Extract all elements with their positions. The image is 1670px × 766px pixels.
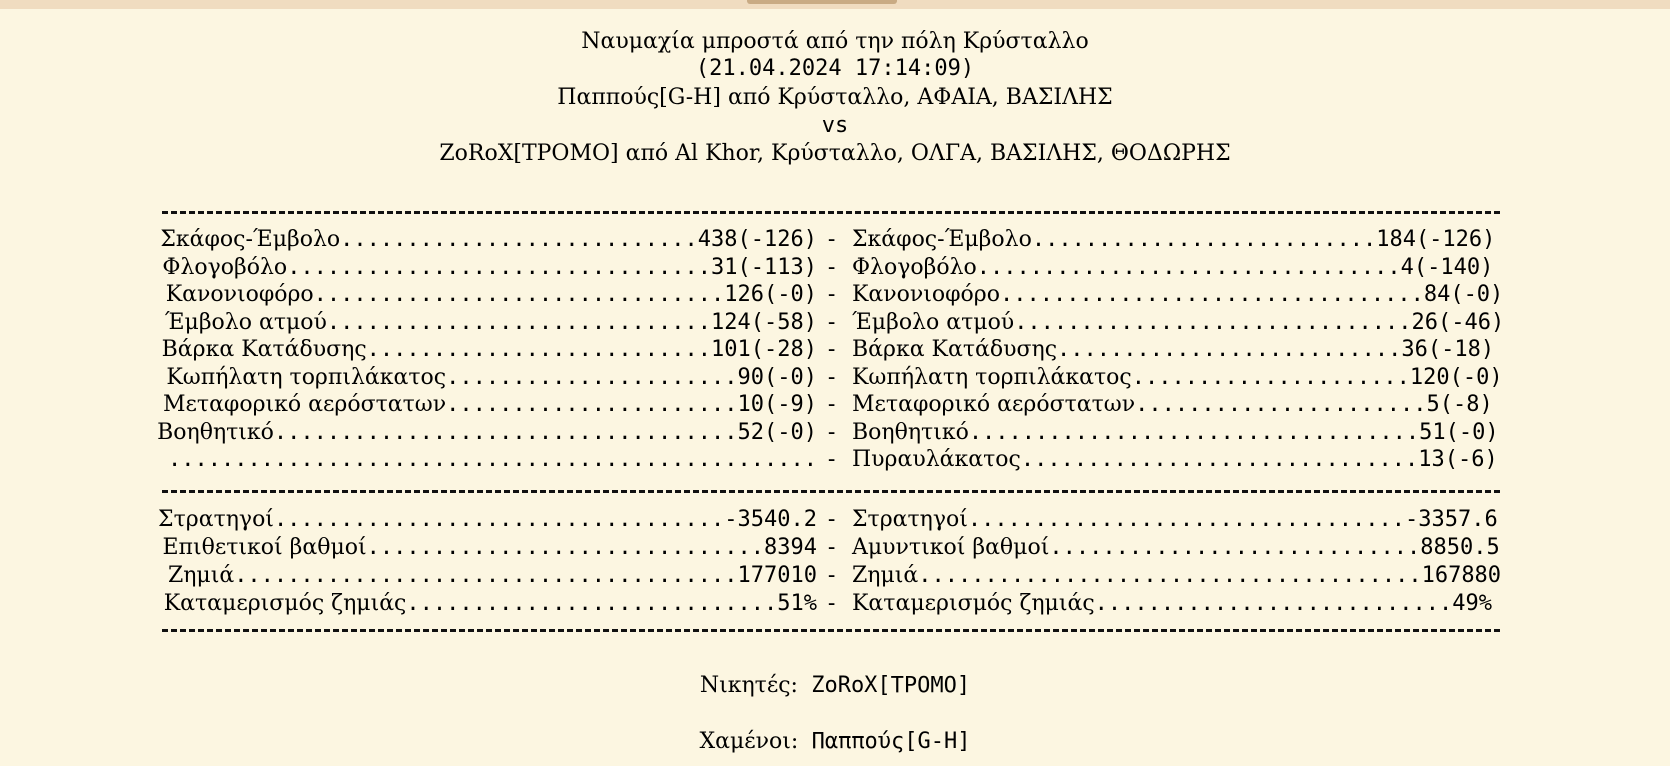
dot-leader: ..........................: [1031, 227, 1377, 252]
right-cell: [852, 446, 1498, 474]
left-cell: [162, 336, 817, 364]
left-unit-value: 177010: [737, 563, 817, 588]
table-row: [0, 590, 1670, 618]
right-unit-value: 184(-126): [1376, 227, 1496, 252]
dot-leader: ..................................: [273, 507, 725, 532]
table-row: [0, 562, 1670, 590]
table-row: [0, 336, 1670, 364]
left-cell: [157, 419, 817, 447]
left-unit-name: Σκάφος-Έμβολο: [160, 227, 341, 252]
right-cell: [852, 506, 1498, 534]
left-unit-value: 90(-0): [737, 364, 817, 390]
loser-line: [0, 728, 1670, 756]
dot-leader: ......................: [446, 364, 738, 390]
dot-leader: ...........................: [1094, 591, 1453, 616]
right-cell: [852, 562, 1501, 590]
right-unit-value: 167880: [1421, 563, 1502, 588]
left-unit-name: Βάρκα Κατάδυσης: [161, 337, 367, 362]
left-cell: [168, 446, 817, 474]
left-unit-name: Έμβολο ατμού: [164, 309, 327, 335]
dot-leader: ..........................: [366, 337, 712, 362]
winner-name: ZoRoX[ΤΡΟΜΟ]: [811, 673, 971, 698]
left-cell: [163, 391, 817, 419]
right-unit-name: Σκάφος-Έμβολο: [852, 227, 1032, 252]
table-row: [0, 534, 1670, 562]
column-separator: -: [825, 447, 839, 472]
column-separator: -: [825, 282, 839, 307]
left-unit-value: 31(-113): [711, 254, 817, 280]
column-separator: -: [825, 392, 839, 417]
left-unit-name: Φλογοβόλο: [162, 254, 288, 280]
right-cell: [852, 590, 1492, 618]
right-unit-name: Βάρκα Κατάδυσης: [852, 337, 1058, 362]
column-separator: -: [825, 507, 839, 532]
report-title: Ναυμαχία μπροστά από την πόλη Κρύσταλλο: [581, 29, 1089, 54]
right-unit-value: 120(-0): [1409, 364, 1503, 390]
dot-leader: ................................: [287, 254, 712, 280]
loser-name: Παππούς[G-H]: [811, 729, 971, 754]
right-unit-value: 36(-18): [1401, 337, 1495, 362]
attacker-line: Παππούς[G-H] από Κρύσταλλο, ΑΦΑΙΑ, ΒΑΣΙΛΗΣ: [557, 85, 1113, 110]
left-cell: [166, 364, 817, 392]
table-row: [0, 254, 1670, 282]
left-cell: [162, 254, 817, 282]
left-unit-name: Επιθετικοί βαθμοί: [162, 535, 367, 560]
left-unit-value: 10(-9): [737, 392, 817, 417]
right-unit-value: 8850.5: [1420, 535, 1500, 560]
right-unit-name: Στρατηγοί: [852, 507, 968, 532]
dot-leader: ..............................: [1020, 447, 1419, 472]
dot-leader: ............................: [406, 591, 778, 616]
dot-leader: ...................................: [273, 419, 738, 445]
left-unit-name: Στρατηγοί: [158, 507, 274, 532]
column-separator: -: [825, 591, 839, 616]
right-unit-name: Μεταφορικό αερόστατων: [852, 392, 1136, 417]
left-unit-name: Μεταφορικό αερόστατων: [162, 392, 447, 417]
left-unit-value: 51%: [777, 591, 817, 616]
right-unit-name: Έμβολο ατμού: [852, 309, 1015, 335]
right-cell: [852, 534, 1500, 562]
right-cell: [852, 419, 1499, 447]
loser-label: Χαμένοι:: [699, 729, 799, 754]
left-unit-value: 126(-0): [724, 282, 817, 307]
dot-leader: ..............................: [1014, 309, 1412, 335]
column-separator: -: [825, 563, 839, 588]
left-unit-name: Κανονιοφόρο: [165, 282, 314, 307]
dot-leader: ............................: [1049, 535, 1421, 560]
dot-leader: .................................: [967, 507, 1405, 532]
column-separator: -: [825, 419, 839, 445]
right-unit-value: 13(-6): [1418, 447, 1498, 472]
right-cell: [852, 364, 1503, 392]
winner-label: Νικητές:: [699, 673, 798, 698]
right-cell: [852, 309, 1504, 337]
left-cell: [165, 309, 817, 337]
right-unit-value: 51(-0): [1419, 419, 1499, 445]
left-unit-value: 52(-0): [737, 419, 817, 445]
middle-divider: [162, 490, 1500, 493]
right-unit-value: 5(-8): [1426, 392, 1493, 417]
dot-leader: ......................: [1135, 392, 1427, 417]
left-unit-value: 124(-58): [711, 309, 817, 335]
right-unit-value: -3357.6: [1404, 507, 1498, 532]
dot-leader: ................................: [976, 254, 1401, 280]
left-cell: [160, 226, 817, 254]
table-row: [0, 364, 1670, 392]
left-unit-name: Καταμερισμός ζημιάς: [163, 591, 407, 616]
table-row: [0, 281, 1670, 309]
left-cell: [166, 281, 817, 309]
table-row: [0, 226, 1670, 254]
table-row: [0, 391, 1670, 419]
right-unit-name: Βοηθητικό: [852, 419, 969, 445]
right-unit-name: Κωπήλατη τορπιλάκατος: [852, 364, 1132, 390]
top-divider: [162, 211, 1500, 214]
dot-leader: ......................................: [234, 563, 738, 588]
left-cell: [164, 590, 817, 618]
versus-label: vs: [821, 113, 849, 138]
left-cell: [162, 534, 817, 562]
left-unit-value: 8394: [764, 535, 817, 560]
left-unit-value: 438(-126): [697, 227, 817, 252]
left-unit-name: Ζημιά: [167, 563, 235, 588]
left-unit-value: -3540.2: [724, 507, 817, 532]
defender-line: ZoRoX[ΤΡΟΜΟ] από Al Khor, Κρύσταλλο, ΟΛΓΑ, ΒΑΣΙΛΗΣ, ΘΟΔΩΡΗΣ: [439, 141, 1231, 166]
dot-leader: ..................................: [968, 419, 1420, 445]
dot-leader: ......................................: [918, 563, 1422, 588]
table-row: [0, 419, 1670, 447]
right-cell: [852, 226, 1495, 254]
bottom-divider: [162, 629, 1500, 632]
right-unit-name: Πυραυλάκατος: [852, 447, 1021, 472]
dot-leader: .................................................: [167, 447, 817, 472]
column-separator: -: [825, 535, 839, 560]
column-separator: -: [825, 254, 839, 280]
right-cell: [852, 281, 1503, 309]
left-cell: [158, 506, 817, 534]
column-separator: -: [825, 309, 839, 335]
left-unit-name: Βοηθητικό: [157, 419, 274, 445]
right-unit-value: 49%: [1452, 591, 1493, 616]
right-cell: [852, 336, 1494, 364]
dot-leader: ...........................: [340, 227, 698, 252]
dot-leader: .....................: [1131, 364, 1410, 390]
dot-leader: ................................: [999, 282, 1424, 307]
left-cell: [168, 562, 817, 590]
left-unit-value: 101(-28): [711, 337, 817, 362]
right-unit-value: 4(-140): [1400, 254, 1494, 280]
left-unit-name: Κωπήλατη τορπιλάκατος: [166, 364, 447, 390]
right-cell: [852, 391, 1493, 419]
column-separator: -: [825, 227, 839, 252]
right-unit-name: Φλογοβόλο: [852, 254, 977, 280]
dot-leader: ...............................: [313, 282, 725, 307]
report-timestamp: (21.04.2024 17:14:09): [695, 56, 975, 81]
right-unit-name: Καταμερισμός ζημιάς: [852, 591, 1095, 616]
dot-leader: ......................: [446, 392, 738, 417]
table-row: [0, 506, 1670, 534]
table-row: [0, 446, 1670, 474]
column-separator: -: [825, 337, 839, 362]
table-row: [0, 309, 1670, 337]
winner-line: [0, 672, 1670, 700]
dot-leader: ..............................: [366, 535, 765, 560]
right-cell: [852, 254, 1493, 282]
right-unit-name: Αμυντικοί βαθμοί: [852, 535, 1050, 560]
right-unit-name: Κανονιοφόρο: [852, 282, 1000, 307]
right-unit-value: 84(-0): [1423, 282, 1504, 307]
column-separator: -: [825, 364, 839, 390]
right-unit-value: 26(-46): [1411, 309, 1505, 335]
right-unit-name: Ζημιά: [852, 563, 919, 588]
dot-leader: .............................: [326, 309, 712, 335]
dot-leader: ..........................: [1057, 337, 1402, 362]
